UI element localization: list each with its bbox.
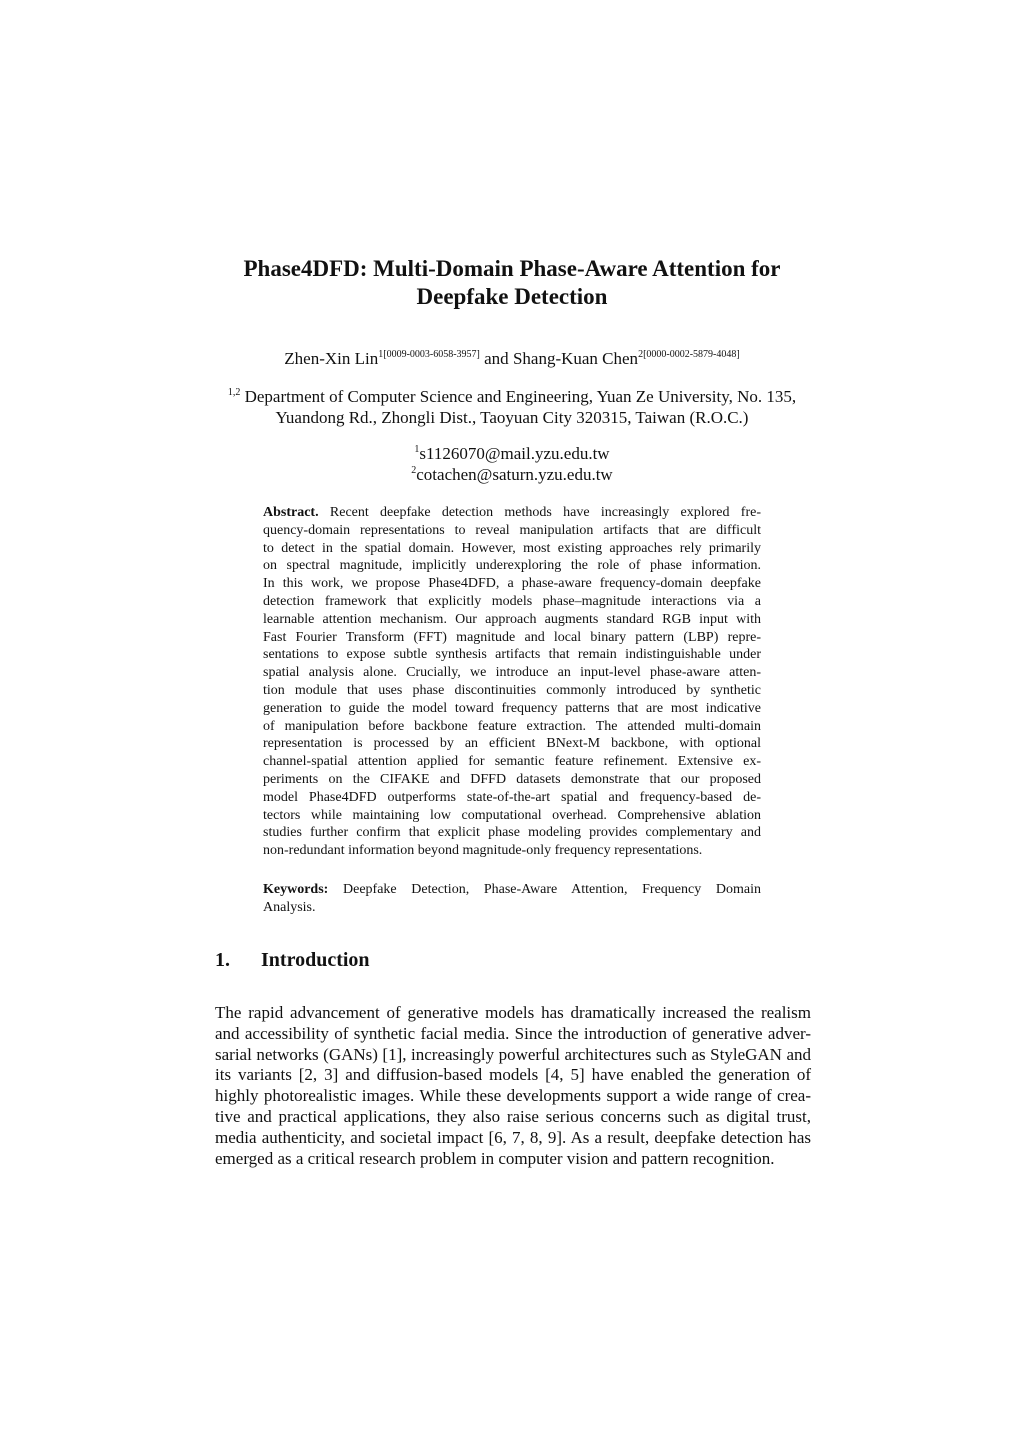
abstract-label: Abstract.	[263, 505, 319, 520]
author-orcid: 1[0009-0003-6058-3957]	[378, 349, 480, 360]
keywords-line	[263, 881, 761, 899]
email-list	[0, 443, 1024, 485]
abstract-line: spatial analysis alone. Crucially, we introduce an input-level phase-aware atten-	[263, 665, 761, 681]
abstract-line: quency-domain representations to reveal manipulation artifacts that are difficult	[263, 522, 761, 538]
abstract-line: non-redundant information beyond magnitude-only frequency representations.	[263, 843, 703, 859]
abstract-text: Recent deepfake detection methods have increasingly explored fre-	[318, 505, 761, 520]
abstract-line: on spectral magnitude, implicitly underexploring the role of phase information.	[263, 558, 761, 574]
title-line: Phase4DFD: Multi-Domain Phase-Aware Attention for	[243, 256, 781, 281]
abstract-line: learnable attention mechanism. Our approach augments standard RGB input with	[263, 611, 761, 627]
email-address: cotachen@saturn.yzu.edu.tw	[416, 465, 613, 484]
abstract-line: representation is processed by an efficient BNext-M backbone, with optional	[263, 736, 761, 752]
email-line	[0, 443, 1024, 464]
abstract-line: model Phase4DFD outperforms state-of-the-art spatial and frequency-based de-	[263, 789, 761, 805]
affiliation-line	[0, 386, 1024, 407]
abstract-line: tion module that uses phase discontinuities commonly introduced by synthetic	[263, 682, 761, 698]
email-address: s1126070@mail.yzu.edu.tw	[419, 444, 610, 463]
abstract-line: In this work, we propose Phase4DFD, a phase-aware frequency-domain deepfake	[263, 576, 761, 592]
abstract-line: sentations to expose subtle synthesis artifacts that remain indistinguishable under	[263, 647, 761, 663]
author-connector: and	[479, 349, 513, 368]
keywords-line: Analysis.	[263, 900, 316, 915]
abstract-line: Fast Fourier Transform (FFT) magnitude and local binary pattern (LBP) repre-	[263, 629, 761, 645]
abstract-line: to detect in the spatial domain. However, most existing approaches rely primarily	[263, 540, 761, 556]
abstract-line: studies further confirm that explicit phase modeling provides complementary and	[263, 825, 761, 841]
paragraph-line: tive and practical applications, they also raise serious concerns such as digital trust,	[215, 1106, 811, 1126]
paper-title	[0, 255, 1024, 311]
paragraph-line: The rapid advancement of generative models has dramatically increased the realism	[215, 1003, 811, 1022]
abstract-line	[263, 504, 761, 522]
affiliation-text: Department of Computer Science and Engineering, Yuan Ze University, No. 135,	[240, 387, 797, 406]
keywords-label: Keywords:	[263, 882, 329, 897]
paragraph-line: and accessibility of synthetic facial media. Since the introduction of generative adver-	[215, 1023, 811, 1043]
abstract-line: periments on the CIFAKE and DFFD datasets demonstrate that our proposed	[263, 771, 761, 787]
author-name: Shang-Kuan Chen	[512, 349, 639, 368]
email-marker: 2	[411, 465, 417, 476]
author-orcid: 2[0000-0002-5879-4048]	[638, 349, 740, 360]
author-name: Zhen-Xin Lin	[284, 349, 379, 368]
abstract-line: tectors while maintaining low computational overhead. Comprehensive ablation	[263, 807, 761, 823]
paragraph-line: its variants [2, 3] and diffusion-based models [4, 5] have enabled the generation of	[215, 1065, 811, 1085]
section-title: Introduction	[261, 949, 370, 971]
email-line	[0, 464, 1024, 485]
email-marker: 1	[414, 444, 420, 455]
introduction-paragraph	[215, 1003, 811, 1169]
keywords-text: Deepfake Detection, Phase-Aware Attention, Frequency Domain	[328, 882, 761, 897]
paragraph-line: highly photorealistic images. While these developments support a wide range of crea-	[215, 1086, 811, 1106]
paragraph-line: emerged as a critical research problem in computer vision and pattern recognition.	[215, 1148, 775, 1168]
abstract-line: channel-spatial attention applied for semantic feature refinement. Extensive ex-	[263, 754, 761, 770]
abstract-line: of manipulation before backbone feature extraction. The attended multi-domain	[263, 718, 761, 734]
abstract	[263, 504, 761, 860]
section-heading	[215, 948, 370, 972]
keywords	[263, 881, 761, 917]
paragraph-line: sarial networks (GANs) [1], increasingly powerful architectures such as StyleGAN and	[215, 1044, 811, 1064]
affiliation	[0, 386, 1024, 428]
title-line: Deepfake Detection	[416, 284, 608, 309]
paragraph-line: media authenticity, and societal impact [6, 7, 8, 9]. As a result, deepfake detection has	[215, 1127, 811, 1147]
section-number: 1.	[215, 949, 230, 971]
affiliation-line: Yuandong Rd., Zhongli Dist., Taoyuan City 320315, Taiwan (R.O.C.)	[275, 408, 749, 427]
affiliation-marker: 1,2	[227, 387, 241, 398]
abstract-line: detection framework that explicitly models phase–magnitude interactions via a	[263, 593, 761, 609]
abstract-line: generation to guide the model toward frequency patterns that are most indicative	[263, 700, 761, 716]
author-list	[0, 348, 1024, 370]
